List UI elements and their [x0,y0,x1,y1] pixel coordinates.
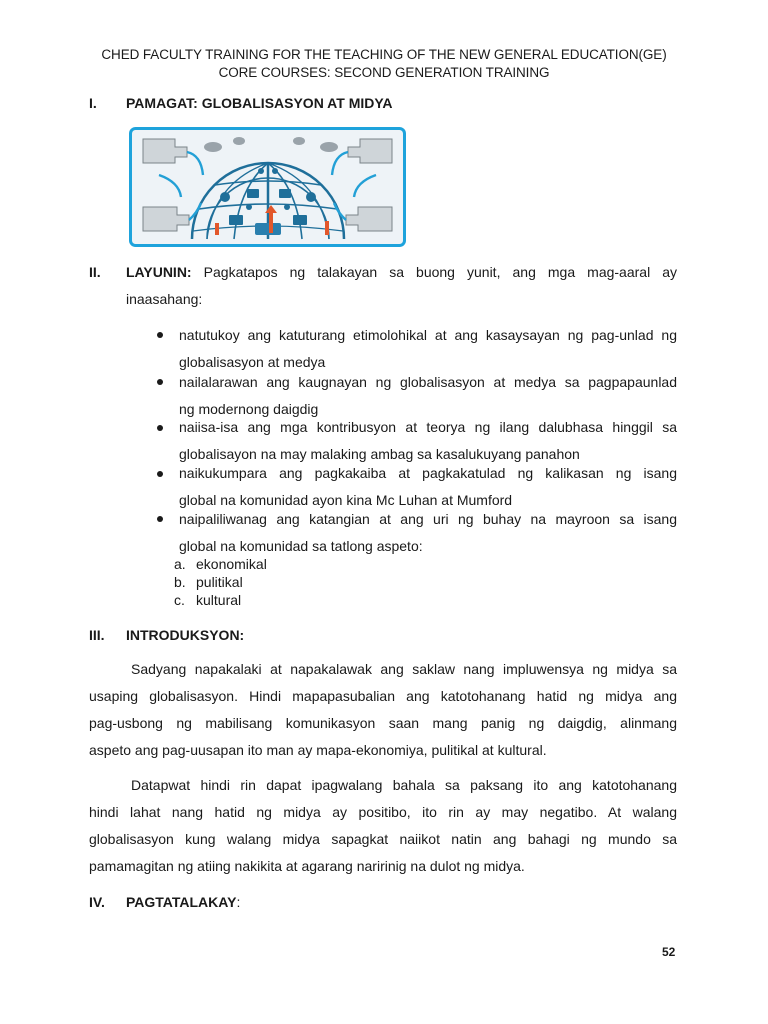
header-line-1: CHED FACULTY TRAINING FOR THE TEACHING OF THE NEW GENERAL EDUCATION(GE) [101,47,667,62]
sub-item-text: kultural [196,592,242,608]
section-3-title: INTRODUKSYON: [126,627,245,643]
bullet-icon [157,379,163,385]
section-4-colon: : [236,894,241,910]
document-header [0,46,768,82]
bullet-icon [157,425,163,431]
section-2-label: LAYUNIN: [126,264,192,280]
section-2-intro-line-1: Pagkatapos ng talakayan sa buong yunit, ang mga mag-aaral ay [203,264,678,280]
bullet-icon [157,332,163,338]
section-3-number: III. [89,627,105,643]
page-number: 52 [662,945,676,959]
section-4-heading [126,894,240,910]
section-1-number: I. [89,95,97,111]
sub-item [174,591,241,609]
objective-item: naipaliliwanag ang katangian at ang uri ng buhay na mayroon sa isang global na komunidad sa tatlong aspeto: [179,511,677,554]
section-2-number: II. [89,264,101,280]
section-1-title: PAMAGAT: GLOBALISASYON AT MIDYA [126,95,393,111]
header-line-2: CORE COURSES: SECOND GENERATION TRAINING [218,65,550,80]
sub-item-text: ekonomikal [196,556,267,572]
sub-item-text: pulitikal [196,574,243,590]
sub-item-marker: b. [174,574,186,590]
section-4-number: IV. [89,894,105,910]
bullet-icon [157,471,163,477]
section-2-intro [126,259,677,286]
sub-item [174,573,243,591]
intro-paragraph-1: Sadyang napakalaki at napakalawak ang saklaw nang impluwensya ng midya sa usaping globalisasyon. Hindi mapapasubalian ang katotohanang hatid ng midya ang pag-usbong ng mabilisang komunikasyon saan mang panig ng daigdig, alinmang aspeto ang pag-uusapan ito man ay mapa-ekonomiya, pulitikal at kultural. [89,661,677,758]
objective-item: naiisa-isa ang mga kontribusyon at teorya ng ilang dalubhasa hinggil sa globalisayon na may malaking ambag sa kasalukuyang panahon [179,419,677,462]
bullet-icon [157,516,163,522]
section-4-title: PAGTATALAKAY [126,894,237,910]
sub-item [174,555,267,573]
globalization-media-illustration [129,127,406,247]
sub-item-marker: c. [174,592,185,608]
intro-paragraph-2: Datapwat hindi rin dapat ipagwalang bahala sa paksang ito ang katotohanang hindi lahat nang hatid ng midya ay positibo, ito rin ay may negatibo. At walang globalisasyon kung walang midya sapagkat naiikot natin ang bahagi ng mundo sa pamamagitan ng atiing nakikita at agarang naririnig na dulot ng midya. [89,777,677,874]
objective-item: naikukumpara ang pagkakaiba at pagkakatulad ng kalikasan ng isang global na komunidad ayon kina Mc Luhan at Mumford [179,465,677,508]
objective-item: natutukoy ang katuturang etimolohikal at ang kasaysayan ng pag-unlad ng globalisasyon at medya [179,327,677,370]
sub-item-marker: a. [174,556,186,572]
objective-item: nailalarawan ang kaugnayan ng globalisasyon at medya sa pagpapaunlad ng modernong daigdig [179,374,677,417]
section-2-intro-line-2: inaasahang: [126,291,203,307]
